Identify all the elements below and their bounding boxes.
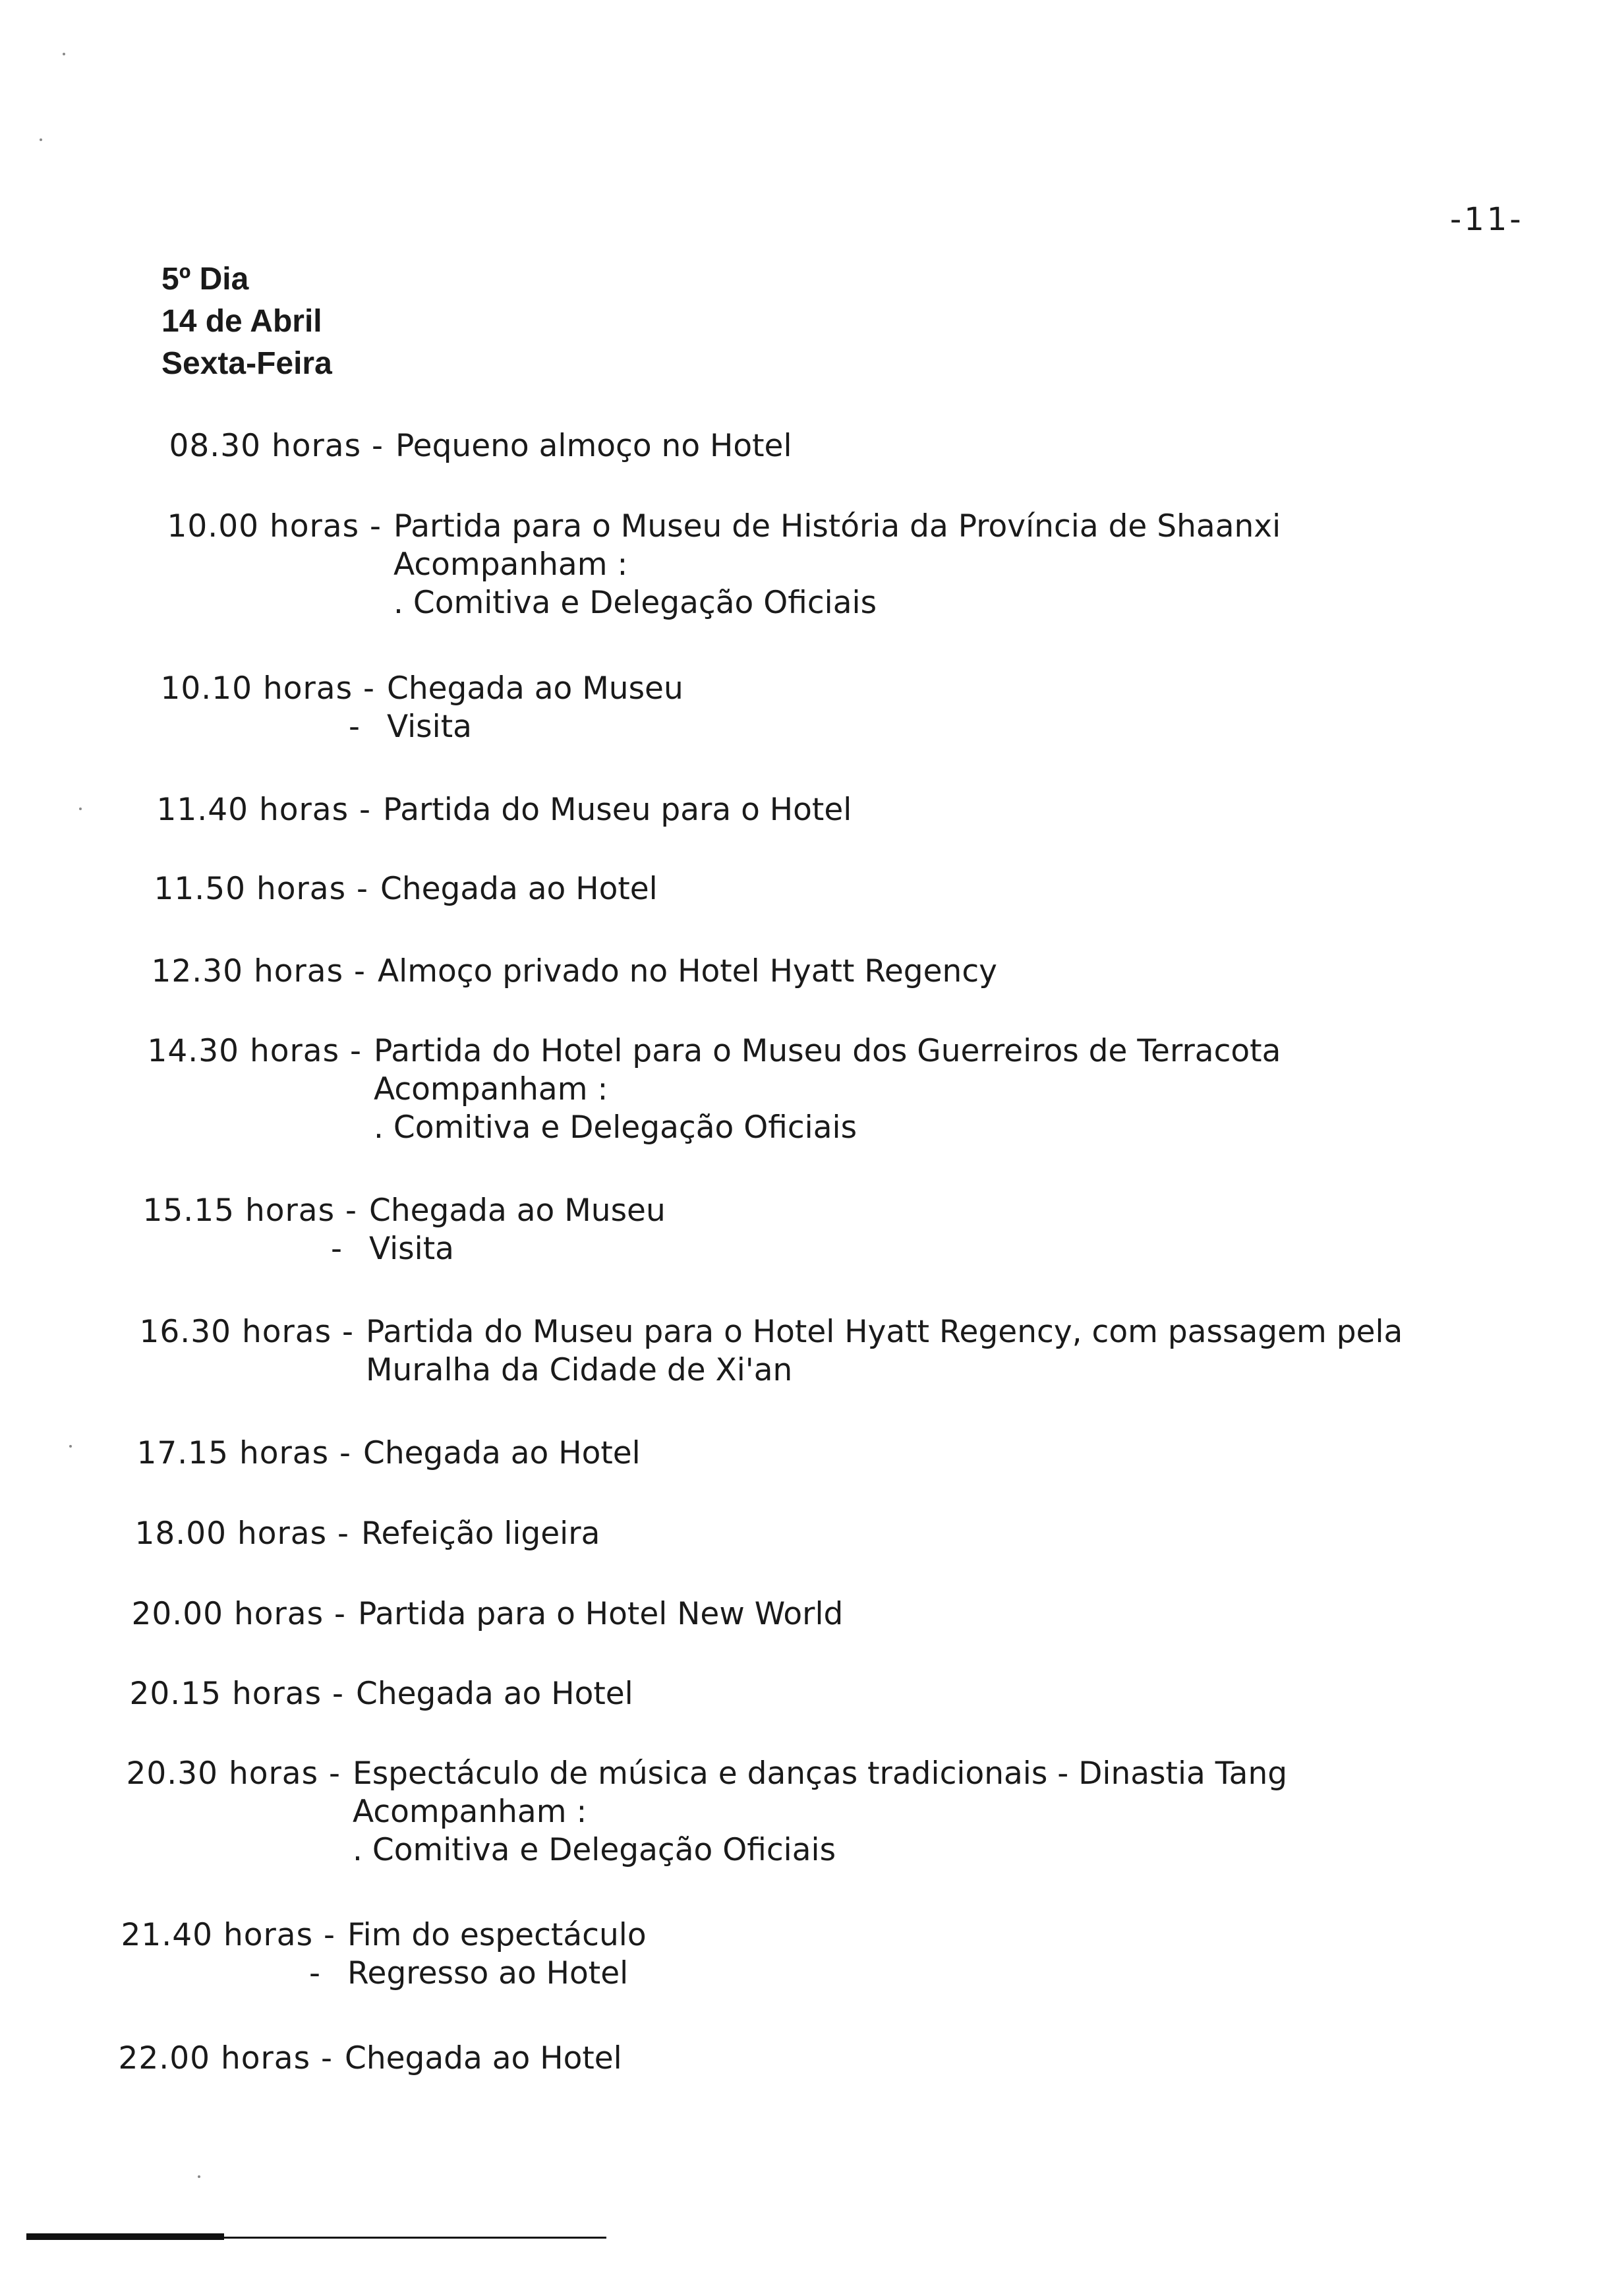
schedule-entry: [127, 1032, 1281, 1147]
entry-line: Espectáculo de música e danças tradicionais - Dinastia Tang: [353, 1755, 1288, 1792]
entry-time: 08.30 horas -: [169, 428, 384, 464]
scan-speck: [198, 2175, 200, 2178]
entry-line: . Comitiva e Delegação Oficiais: [393, 585, 877, 621]
entry-line: Muralha da Cidade de Xi'an: [366, 1352, 793, 1388]
entry-description: [309, 1916, 647, 1993]
entry-line: . Comitiva e Delegação Oficiais: [353, 1832, 836, 1868]
entry-subline: [331, 1230, 666, 1268]
entry-line: Partida do Hotel para o Museu dos Guerreiros de Terracota: [374, 1033, 1281, 1069]
entry-line: Chegada ao Museu: [369, 1192, 666, 1229]
entry-time: 20.15 horas -: [129, 1676, 344, 1712]
entry-time: 10.10 horas -: [160, 670, 375, 707]
entry-line: Fim do espectáculo: [347, 1917, 647, 1953]
entry-time: 18.00 horas -: [134, 1515, 349, 1552]
entry-description: [393, 508, 1281, 622]
entry-time: 17.15 horas -: [136, 1435, 351, 1471]
schedule-entry: [105, 1755, 1287, 1869]
entry-description: [378, 953, 997, 991]
entry-line: Acompanham :: [374, 1071, 608, 1107]
entry-time: 11.50 horas -: [154, 871, 368, 907]
weekday-label: Sexta-Feira: [161, 346, 332, 381]
entry-line: Refeição ligeira: [361, 1515, 600, 1552]
schedule-entry: [146, 508, 1281, 622]
scan-speck: [40, 138, 42, 141]
schedule-entry: [130, 953, 997, 991]
entry-time: 16.30 horas -: [139, 1314, 354, 1350]
schedule-entry: [114, 1515, 600, 1553]
entry-time: 12.30 horas -: [151, 953, 366, 989]
entry-subline: [309, 1955, 647, 1993]
entry-time: 20.00 horas -: [131, 1596, 346, 1632]
entry-description: [380, 870, 658, 908]
schedule-entry: [111, 1595, 843, 1633]
entry-description: [363, 1434, 641, 1473]
sub-dash: -: [349, 709, 360, 745]
schedule-entry: [140, 670, 683, 746]
date-label: 14 de Abril: [161, 304, 322, 339]
entry-time: 14.30 horas -: [147, 1033, 362, 1069]
scan-speck: [63, 53, 65, 55]
entry-line: Chegada ao Hotel: [356, 1676, 633, 1712]
entry-line: Acompanham :: [393, 546, 628, 583]
schedule-entry: [122, 1192, 666, 1268]
entry-description: [374, 1032, 1281, 1147]
sub-text: Regresso ao Hotel: [347, 1955, 629, 1991]
schedule-entry: [116, 1434, 641, 1473]
scan-speck: [79, 808, 82, 810]
entry-line: Acompanham :: [353, 1794, 587, 1830]
entry-line: Pequeno almoço no Hotel: [395, 428, 792, 464]
schedule-entry: [148, 427, 792, 465]
entry-description: [395, 427, 792, 465]
sub-text: Visita: [387, 709, 472, 745]
entry-description: [358, 1595, 843, 1633]
entry-line: Chegada ao Hotel: [345, 2040, 622, 2076]
entry-line: Almoço privado no Hotel Hyatt Regency: [378, 953, 997, 989]
entry-line: . Comitiva e Delegação Oficiais: [374, 1109, 857, 1146]
sub-dash: -: [309, 1955, 320, 1991]
entry-description: [353, 1755, 1287, 1869]
schedule-entry: [109, 1675, 633, 1713]
entry-line: Chegada ao Hotel: [363, 1435, 641, 1471]
entry-description: [345, 2040, 622, 2078]
entry-description: [349, 670, 683, 746]
entry-subline: [349, 708, 683, 746]
entry-time: 10.00 horas -: [167, 508, 382, 544]
entry-line: Chegada ao Museu: [387, 670, 683, 707]
day-label: 5º Dia: [161, 262, 249, 297]
entry-line: Chegada ao Hotel: [380, 871, 658, 907]
entry-description: [361, 1515, 600, 1553]
entry-description: [366, 1313, 1403, 1390]
entry-time: 22.00 horas -: [118, 2040, 333, 2076]
entry-time: 21.40 horas -: [121, 1917, 335, 1953]
entry-description: [331, 1192, 666, 1268]
entry-line: Partida do Museu para o Hotel Hyatt Regency, com passagem pela: [366, 1314, 1403, 1350]
entry-line: Partida para o Hotel New World: [358, 1596, 844, 1632]
schedule-entry: [98, 2040, 622, 2078]
entry-time: 20.30 horas -: [126, 1755, 341, 1792]
footer-rule: [26, 2237, 606, 2239]
schedule-entry: [100, 1916, 647, 1993]
sub-text: Visita: [369, 1231, 454, 1267]
entry-description: [383, 791, 852, 829]
schedule-entry: [133, 870, 658, 908]
scan-speck: [69, 1445, 72, 1448]
schedule-entry: [136, 791, 852, 829]
entry-description: [356, 1675, 633, 1713]
entry-line: Partida para o Museu de História da Província de Shaanxi: [393, 508, 1281, 544]
sub-dash: -: [331, 1231, 342, 1267]
schedule-entry: [119, 1313, 1403, 1390]
entry-time: 11.40 horas -: [156, 792, 371, 828]
entry-line: Partida do Museu para o Hotel: [383, 792, 852, 828]
page-number: -11-: [1450, 201, 1524, 238]
entry-time: 15.15 horas -: [142, 1192, 357, 1229]
